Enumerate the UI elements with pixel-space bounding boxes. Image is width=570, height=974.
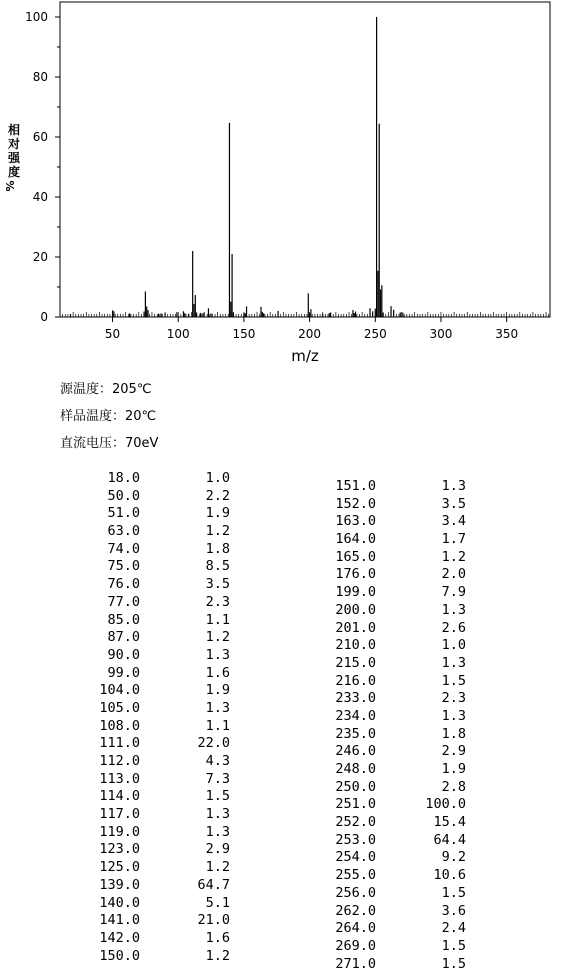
mz-value: 111.0 xyxy=(99,735,140,752)
mz-value: 199.0 xyxy=(335,584,376,601)
abundance-value: 1.2 xyxy=(205,947,230,964)
table-row xyxy=(320,920,480,938)
mz-value: 87.0 xyxy=(107,629,140,646)
table-row xyxy=(80,948,240,966)
x-tick-label: 200 xyxy=(298,327,322,341)
x-tick-label: 100 xyxy=(166,327,190,341)
x-tick-label: 350 xyxy=(495,327,519,341)
table-row xyxy=(320,832,480,850)
table-row xyxy=(80,859,240,877)
abundance-value: 2.3 xyxy=(205,593,230,610)
table-row xyxy=(320,478,480,496)
y-axis-label xyxy=(4,122,21,192)
mz-value: 256.0 xyxy=(335,884,376,901)
abundance-value: 10.6 xyxy=(433,867,466,884)
y-tick-label: 40 xyxy=(32,190,48,204)
x-axis xyxy=(63,312,549,341)
abundance-value: 3.4 xyxy=(441,513,466,530)
mz-value: 63.0 xyxy=(107,523,140,540)
abundance-value: 3.6 xyxy=(441,902,466,919)
mz-value: 246.0 xyxy=(335,743,376,760)
y-tick-label: 20 xyxy=(32,250,48,264)
mz-value: 112.0 xyxy=(99,753,140,769)
mz-value: 262.0 xyxy=(335,902,376,919)
y-axis-label-char: 相 xyxy=(7,123,21,137)
abundance-value: 7.3 xyxy=(205,770,230,787)
table-row xyxy=(80,576,240,594)
table-row xyxy=(320,814,480,832)
y-tick-label: 80 xyxy=(32,70,48,84)
peak-series xyxy=(71,17,403,317)
table-row xyxy=(80,594,240,612)
table-row xyxy=(320,956,480,974)
mz-value: 164.0 xyxy=(335,531,376,548)
table-row xyxy=(80,841,240,859)
mz-value: 108.0 xyxy=(99,717,140,734)
abundance-value: 1.3 xyxy=(205,699,230,716)
mz-value: 90.0 xyxy=(107,646,140,663)
mz-value: 215.0 xyxy=(335,654,376,671)
table-row xyxy=(320,885,480,903)
table-row xyxy=(80,665,240,683)
mz-value: 255.0 xyxy=(335,867,376,884)
mz-value: 165.0 xyxy=(335,548,376,565)
table-row xyxy=(320,496,480,514)
abundance-value: 1.1 xyxy=(205,611,230,628)
y-tick-label: 60 xyxy=(32,130,48,144)
abundance-value: 15.4 xyxy=(433,814,466,831)
abundance-value: 1.3 xyxy=(441,654,466,671)
abundance-value: 1.5 xyxy=(441,884,466,901)
mz-value: 76.0 xyxy=(107,576,140,593)
mz-value: 85.0 xyxy=(107,611,140,628)
abundance-value: 1.3 xyxy=(205,806,230,823)
abundance-value: 100.0 xyxy=(425,796,466,813)
table-row xyxy=(320,903,480,921)
abundance-value: 1.8 xyxy=(205,540,230,557)
table-row xyxy=(320,849,480,867)
abundance-value: 2.9 xyxy=(441,743,466,760)
y-axis xyxy=(25,10,60,324)
table-row xyxy=(80,824,240,842)
abundance-value: 1.5 xyxy=(205,788,230,805)
x-tick-label: 300 xyxy=(429,327,453,341)
abundance-value: 1.8 xyxy=(441,725,466,742)
table-row xyxy=(320,513,480,531)
table-row xyxy=(320,938,480,956)
mz-value: 271.0 xyxy=(335,955,376,972)
y-axis-label-char: 对 xyxy=(7,137,21,151)
abundance-value: 2.4 xyxy=(441,920,466,937)
table-row xyxy=(320,779,480,797)
abundance-value: 8.5 xyxy=(205,558,230,575)
mz-value: 233.0 xyxy=(335,690,376,707)
table-row xyxy=(80,771,240,789)
table-row xyxy=(320,620,480,638)
table-row xyxy=(320,673,480,691)
mz-value: 253.0 xyxy=(335,831,376,848)
abundance-value: 1.2 xyxy=(441,548,466,565)
abundance-value: 1.2 xyxy=(205,629,230,646)
abundance-value: 5.1 xyxy=(205,894,230,911)
mz-value: 264.0 xyxy=(335,920,376,937)
abundance-value: 21.0 xyxy=(197,912,230,929)
mz-value: 254.0 xyxy=(335,849,376,866)
mz-value: 250.0 xyxy=(335,778,376,795)
abundance-value: 1.6 xyxy=(205,664,230,681)
source-temperature: 源温度：205℃ xyxy=(60,382,152,397)
abundance-value: 1.5 xyxy=(441,672,466,689)
abundance-value: 1.3 xyxy=(441,478,466,494)
mz-value: 140.0 xyxy=(99,894,140,911)
table-row xyxy=(320,549,480,567)
abundance-value: 2.8 xyxy=(441,778,466,795)
mz-value: 248.0 xyxy=(335,761,376,777)
table-row xyxy=(80,523,240,541)
abundance-value: 2.9 xyxy=(205,841,230,858)
table-row xyxy=(80,470,240,488)
abundance-value: 1.9 xyxy=(205,505,230,522)
mz-value: 235.0 xyxy=(335,725,376,742)
mz-value: 269.0 xyxy=(335,937,376,954)
table-row xyxy=(320,602,480,620)
table-row xyxy=(80,682,240,700)
abundance-value: 9.2 xyxy=(441,849,466,866)
table-row xyxy=(80,806,240,824)
abundance-value: 1.1 xyxy=(205,717,230,734)
abundance-value: 22.0 xyxy=(197,735,230,752)
mz-value: 113.0 xyxy=(99,770,140,787)
x-tick-label: 250 xyxy=(363,327,387,341)
abundance-value: 7.9 xyxy=(441,584,466,601)
mz-value: 210.0 xyxy=(335,637,376,654)
mz-value: 200.0 xyxy=(335,601,376,618)
table-row xyxy=(80,488,240,506)
table-row xyxy=(80,735,240,753)
mz-value: 105.0 xyxy=(99,699,140,716)
table-row xyxy=(320,637,480,655)
abundance-value: 1.3 xyxy=(205,646,230,663)
abundance-value: 3.5 xyxy=(205,576,230,593)
y-axis-label-unit: % xyxy=(4,180,17,192)
abundance-value: 1.6 xyxy=(205,929,230,946)
mz-value: 74.0 xyxy=(107,540,140,557)
abundance-value: 2.6 xyxy=(441,619,466,636)
abundance-value: 64.7 xyxy=(197,876,230,893)
abundance-value: 1.9 xyxy=(441,761,466,777)
abundance-value: 4.3 xyxy=(205,753,230,769)
table-row xyxy=(80,647,240,665)
sample-temperature: 样品温度：20℃ xyxy=(60,409,157,424)
mz-value: 139.0 xyxy=(99,876,140,893)
abundance-value: 1.5 xyxy=(441,937,466,954)
abundance-value: 1.2 xyxy=(205,859,230,876)
abundance-value: 3.5 xyxy=(441,495,466,512)
mz-value: 151.0 xyxy=(335,478,376,494)
abundance-value: 2.0 xyxy=(441,566,466,583)
mz-value: 123.0 xyxy=(99,841,140,858)
mz-value: 252.0 xyxy=(335,814,376,831)
mz-value: 163.0 xyxy=(335,513,376,530)
table-row xyxy=(80,700,240,718)
table-row xyxy=(80,930,240,948)
mz-value: 75.0 xyxy=(107,558,140,575)
abundance-value: 2.2 xyxy=(205,487,230,504)
table-row xyxy=(320,584,480,602)
x-tick-label: 50 xyxy=(104,327,121,341)
y-axis-label-char: 强 xyxy=(7,151,21,165)
table-row xyxy=(320,655,480,673)
y-axis-label-char: 度 xyxy=(7,165,21,179)
mz-value: 251.0 xyxy=(335,796,376,813)
table-row xyxy=(80,541,240,559)
mz-value: 150.0 xyxy=(99,947,140,964)
table-row xyxy=(80,788,240,806)
mz-value: 216.0 xyxy=(335,672,376,689)
table-row xyxy=(320,796,480,814)
peak-table-left xyxy=(80,470,240,965)
mz-value: 142.0 xyxy=(99,929,140,946)
table-row xyxy=(320,566,480,584)
mz-value: 117.0 xyxy=(99,806,140,823)
mz-value: 125.0 xyxy=(99,859,140,876)
abundance-value: 1.9 xyxy=(205,682,230,699)
mz-value: 119.0 xyxy=(99,823,140,840)
table-row xyxy=(320,708,480,726)
mz-value: 50.0 xyxy=(107,487,140,504)
mz-value: 152.0 xyxy=(335,495,376,512)
table-row xyxy=(80,753,240,771)
x-tick-label: 150 xyxy=(232,327,256,341)
abundance-value: 1.3 xyxy=(205,823,230,840)
mz-value: 114.0 xyxy=(99,788,140,805)
plot-frame xyxy=(60,2,550,317)
table-row xyxy=(320,531,480,549)
mz-value: 141.0 xyxy=(99,912,140,929)
mz-value: 18.0 xyxy=(107,470,140,486)
mz-value: 201.0 xyxy=(335,619,376,636)
mass-spectrum-chart xyxy=(0,0,570,370)
table-row xyxy=(80,877,240,895)
table-row xyxy=(320,690,480,708)
abundance-value: 2.3 xyxy=(441,690,466,707)
table-row xyxy=(80,505,240,523)
table-row xyxy=(320,726,480,744)
abundance-value: 1.7 xyxy=(441,531,466,548)
table-row xyxy=(80,912,240,930)
abundance-value: 1.0 xyxy=(205,470,230,486)
abundance-value: 1.3 xyxy=(441,707,466,724)
table-row xyxy=(80,558,240,576)
mz-value: 234.0 xyxy=(335,707,376,724)
table-row xyxy=(80,718,240,736)
mz-value: 176.0 xyxy=(335,566,376,583)
peak-table-right xyxy=(320,478,480,973)
y-tick-label: 0 xyxy=(40,310,48,324)
abundance-value: 1.5 xyxy=(441,955,466,972)
abundance-value: 64.4 xyxy=(433,831,466,848)
table-row xyxy=(320,867,480,885)
abundance-value: 1.3 xyxy=(441,601,466,618)
mz-value: 104.0 xyxy=(99,682,140,699)
mz-value: 51.0 xyxy=(107,505,140,522)
x-axis-label: m/z xyxy=(291,347,319,365)
dc-voltage: 直流电压：70eV xyxy=(60,436,159,451)
abundance-value: 1.2 xyxy=(205,523,230,540)
table-row xyxy=(80,612,240,630)
abundance-value: 1.0 xyxy=(441,637,466,654)
y-tick-label: 100 xyxy=(25,10,48,24)
table-row xyxy=(320,743,480,761)
table-row xyxy=(320,761,480,779)
mz-value: 99.0 xyxy=(107,664,140,681)
mz-value: 77.0 xyxy=(107,593,140,610)
table-row xyxy=(80,895,240,913)
table-row xyxy=(80,629,240,647)
